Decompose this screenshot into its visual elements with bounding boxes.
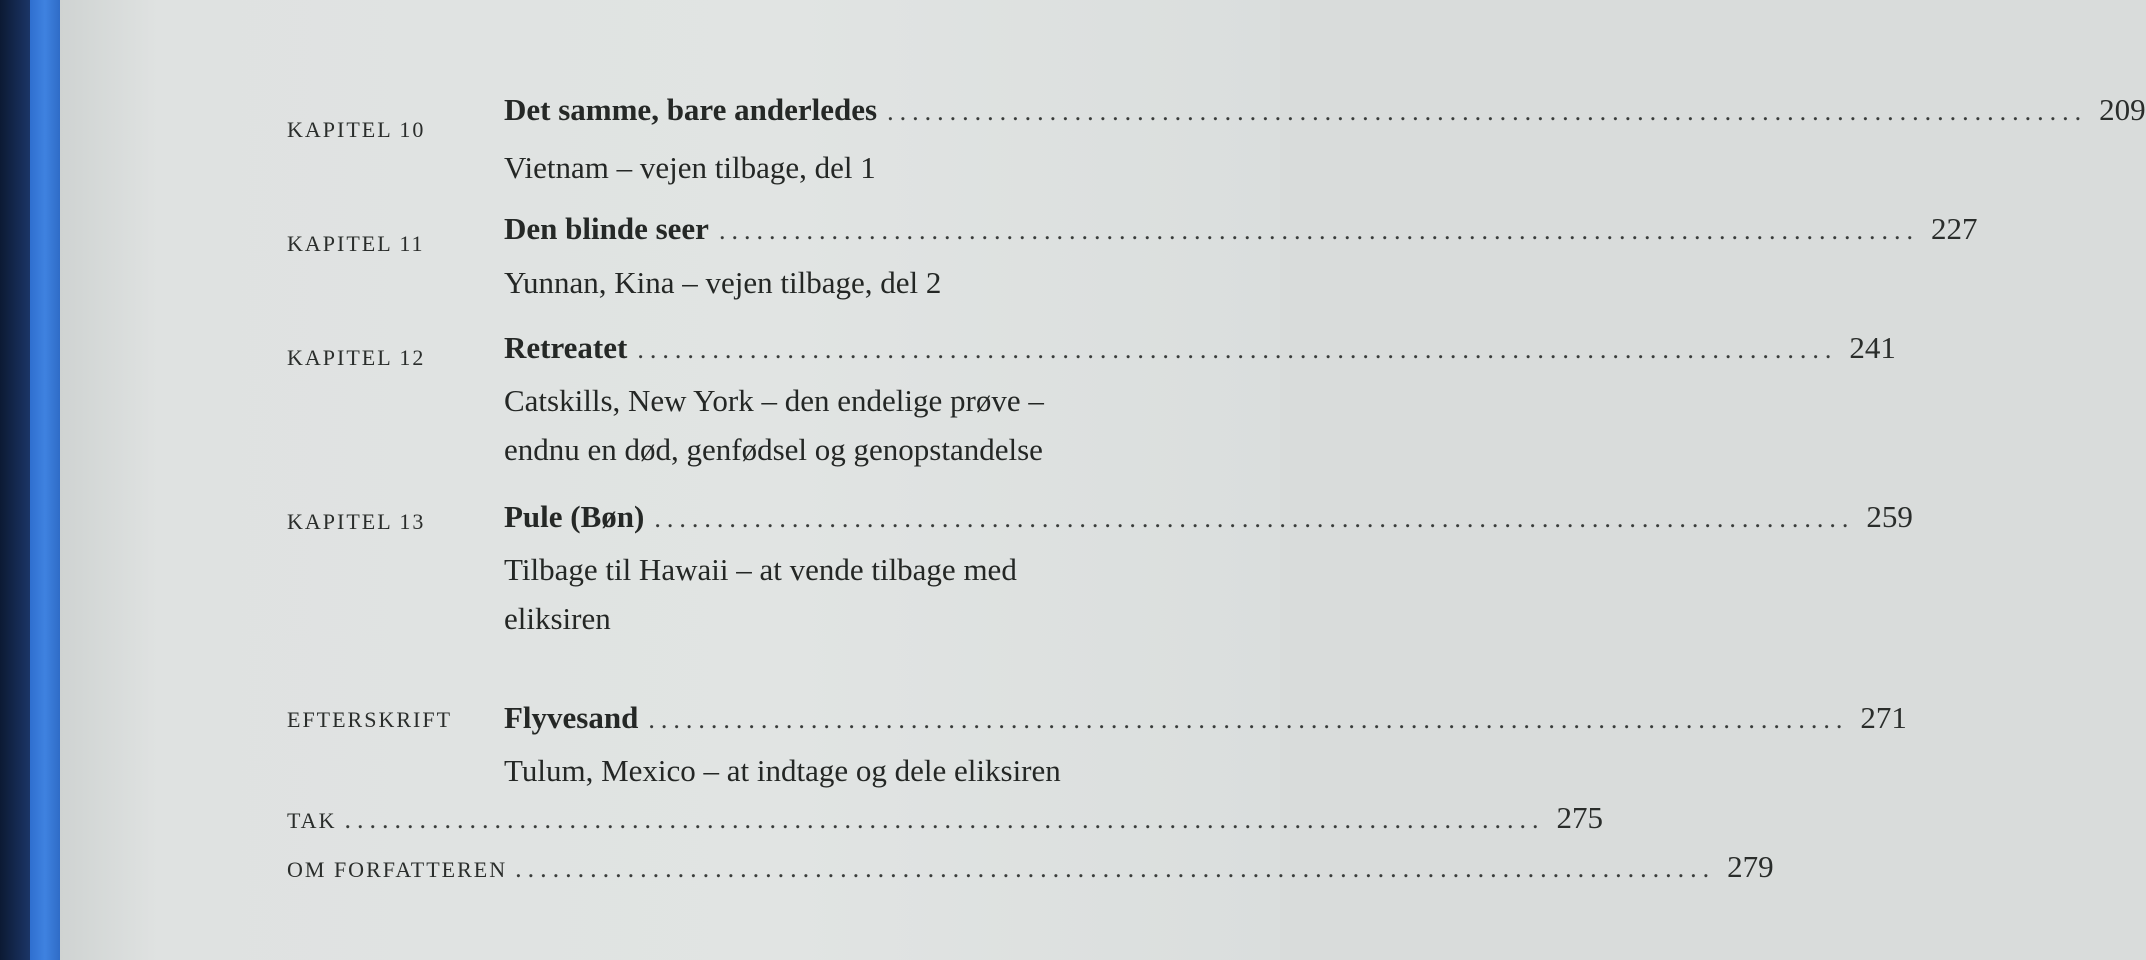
chapter-label: KAPITEL 10 — [287, 117, 426, 142]
page-number: 271 — [1860, 700, 1907, 735]
chapter-label: KAPITEL 12 — [287, 345, 426, 370]
dot-leader: ................................................................................................ — [515, 854, 1716, 883]
chapter-subtitle — [504, 545, 1184, 643]
toc-entry-line[interactable] — [504, 211, 1978, 247]
backmatter-label: TAK — [287, 808, 337, 833]
toc-backmatter-line[interactable] — [287, 849, 1774, 885]
page-number: 259 — [1866, 499, 1913, 534]
chapter-subtitle — [504, 143, 1184, 192]
subtitle-line: Vietnam – vejen tilbage, del 1 — [504, 150, 876, 185]
page-number: 241 — [1849, 330, 1896, 365]
chapter-subtitle — [504, 376, 1184, 474]
toc-backmatter-line[interactable] — [287, 800, 1603, 836]
chapter-label: KAPITEL 13 — [287, 509, 426, 534]
subtitle-line: Tilbage til Hawaii – at vende tilbage med — [504, 552, 1017, 587]
backmatter-label: OM FORFATTEREN — [287, 857, 508, 882]
subtitle-line: Yunnan, Kina – vejen tilbage, del 2 — [504, 265, 942, 300]
page-number: 275 — [1556, 800, 1603, 835]
chapter-subtitle — [504, 258, 1184, 307]
chapter-title: Pule (Bøn) — [504, 499, 645, 534]
dot-leader: ................................................................................................ — [648, 705, 1849, 734]
dot-leader: ................................................................................................ — [887, 97, 2088, 126]
subtitle-line: endnu en død, genfødsel og genopstandelse — [504, 432, 1043, 467]
chapter-label: KAPITEL 11 — [287, 231, 425, 256]
toc-entry-line[interactable] — [504, 92, 2146, 128]
afterword-label: EFTERSKRIFT — [287, 707, 453, 732]
dot-leader: ................................................................................................ — [654, 504, 1855, 533]
dot-leader: ................................................................................................ — [344, 805, 1545, 834]
page-number: 279 — [1727, 849, 1774, 884]
dot-leader: ................................................................................................ — [718, 216, 1919, 245]
chapter-subtitle — [504, 746, 1184, 795]
subtitle-line: eliksiren — [504, 601, 611, 636]
chapter-title: Flyvesand — [504, 700, 639, 735]
page-number: 209 — [2099, 92, 2146, 127]
toc-entry-line[interactable] — [504, 499, 1913, 535]
chapter-title: Den blinde seer — [504, 211, 709, 246]
chapter-title: Retreatet — [504, 330, 628, 365]
subtitle-line: Catskills, New York – den endelige prøve – — [504, 383, 1044, 418]
toc-entry-line[interactable] — [504, 330, 1896, 366]
page-number: 227 — [1930, 211, 1978, 246]
chapter-title: Det samme, bare anderledes — [504, 92, 878, 127]
toc-entry-line[interactable] — [504, 700, 1907, 736]
subtitle-line: Tulum, Mexico – at indtage og dele eliksiren — [504, 753, 1061, 788]
dot-leader: ................................................................................................ — [637, 335, 1838, 364]
